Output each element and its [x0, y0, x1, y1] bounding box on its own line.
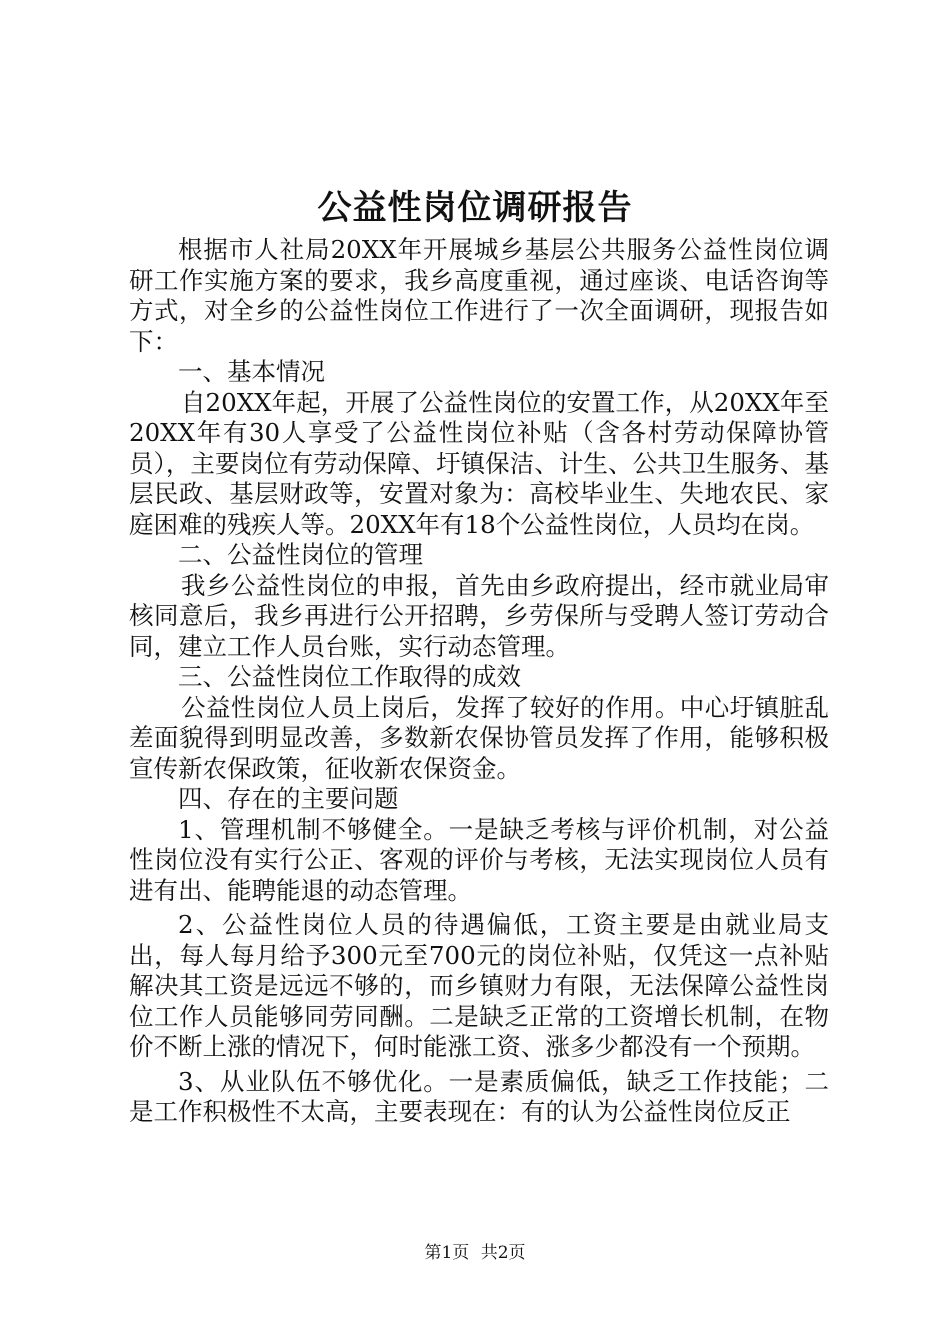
paragraph-problem-3: 3、从业队伍不够优化。一是素质偏低，缺乏工作技能；二是工作积极性不太高，主要表现在：有的认为公益性岗位反正	[129, 1066, 829, 1126]
paragraph-management: 我乡公益性岗位的申报，首先由乡政府提出，经市就业局审核同意后，我乡再进行公开招聘，乡劳保所与受聘人签订劳动合同，建立工作人员台账，实行动态管理。	[129, 570, 829, 661]
paragraph-basic-situation: 自20XX年起，开展了公益性岗位的安置工作，从20XX年至20XX年有30人享受了公益性岗位补贴（含各村劳动保障协管员），主要岗位有劳动保障、圩镇保洁、计生、公共卫生服务、基层民政、基层财政等，安置对象为：高校毕业生、失地农民、家庭困难的残疾人等。20XX年有18个公益性岗位，人员均在岗。	[129, 387, 829, 539]
page-footer	[0, 1242, 950, 1264]
paragraph-results: 公益性岗位人员上岗后，发挥了较好的作用。中心圩镇脏乱差面貌得到明显改善，多数新农保协管员发挥了作用，能够积极宣传新农保政策，征收新农保资金。	[129, 692, 829, 783]
page-number: 第1页	[424, 1243, 470, 1263]
section-heading-4: 四、存在的主要问题	[178, 784, 399, 813]
section-heading-2: 二、公益性岗位的管理	[178, 540, 423, 569]
document-title: 公益性岗位调研报告	[317, 188, 633, 228]
paragraph-problem-1: 1、管理机制不够健全。一是缺乏考核与评价机制，对公益性岗位没有实行公正、客观的评价与考核，无法实现岗位人员有进有出、能聘能退的动态管理。	[129, 814, 829, 905]
paragraph-problem-2: 2、公益性岗位人员的待遇偏低，工资主要是由就业局支出，每人每月给予300元至700元的岗位补贴，仅凭这一点补贴解决其工资是远远不够的，而乡镇财力有限，无法保障公益性岗位工作人员能够同劳同酬。二是缺乏正常的工资增长机制，在物价不断上涨的情况下，何时能涨工资、涨多少都没有一个预期。	[129, 910, 829, 1061]
paragraph-intro: 根据市人社局20XX年开展城乡基层公共服务公益性岗位调研工作实施方案的要求，我乡高度重视，通过座谈、电话咨询等方式，对全乡的公益性岗位工作进行了一次全面调研，现报告如下：	[129, 235, 829, 356]
section-heading-3: 三、公益性岗位工作取得的成效	[178, 662, 521, 691]
section-heading-1: 一、基本情况	[178, 357, 325, 386]
document-body	[129, 235, 829, 1128]
page-total: 共2页	[480, 1243, 526, 1263]
